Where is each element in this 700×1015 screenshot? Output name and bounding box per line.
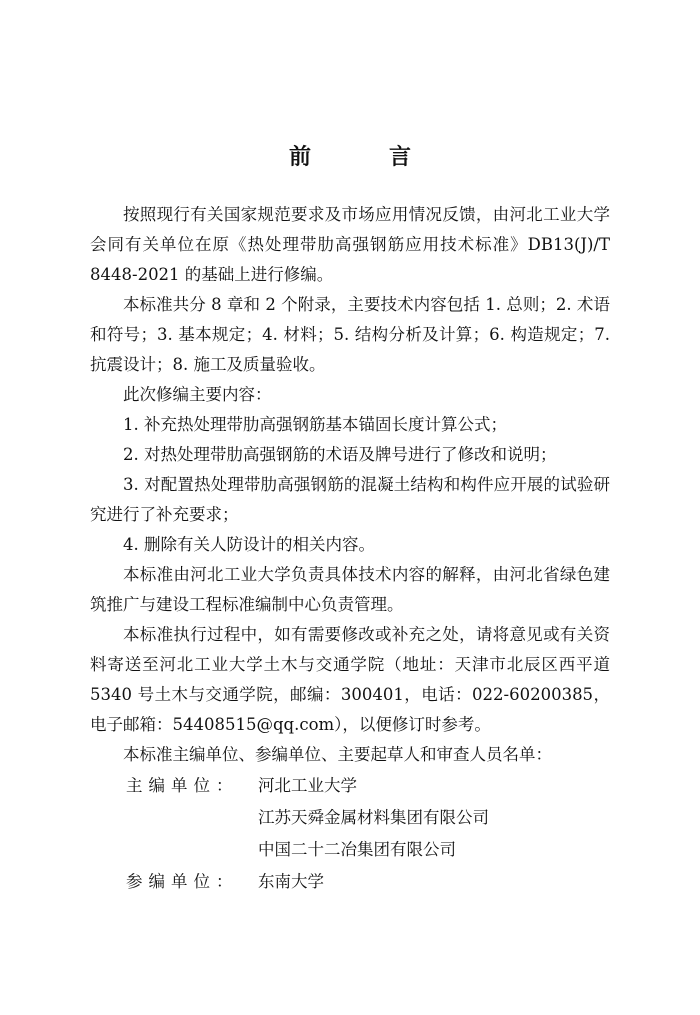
- participating-units-list: [258, 866, 324, 898]
- chief-units-row: [126, 770, 610, 866]
- chief-units-label: 主编单位：: [126, 776, 239, 795]
- preface-body: [90, 200, 610, 898]
- paragraph-feedback-contact: 本标准执行过程中，如有需要修改或补充之处，请将意见或有关资料寄送至河北工业大学土木与交通学院（地址：天津市北辰区西平道 5340 号土木与交通学院，邮编：300401，电话：022-60200385，电子邮箱：54408515@qq.com），以便修订时参考。: [90, 625, 610, 734]
- revision-item-2: 2. 对热处理带肋高强钢筋的术语及牌号进行了修改和说明；: [123, 445, 557, 464]
- participating-units-row: [126, 866, 610, 898]
- chief-unit-item: 江苏天舜金属材料集团有限公司: [258, 808, 489, 827]
- paragraph-contents: 本标准共分 8 章和 2 个附录，主要技术内容包括 1. 总则；2. 术语和符号；3. 基本规定；4. 材料；5. 结构分析及计算；6. 构造规定；7. 抗震设计；8. 施工及质量验收。: [90, 295, 610, 374]
- chief-units-list: [258, 770, 489, 866]
- participating-units-label: 参编单位：: [126, 872, 239, 891]
- paragraph-revision-basis: 按照现行有关国家规范要求及市场应用情况反馈，由河北工业大学会同有关单位在原《热处理带肋高强钢筋应用技术标准》DB13(J)/T 8448-2021 的基础上进行修编。: [90, 205, 610, 284]
- page-title: 前 言: [288, 144, 439, 170]
- revision-item-3: 3. 对配置热处理带肋高强钢筋的混凝土结构和构件应开展的试验研究进行了补充要求；: [90, 475, 610, 524]
- revision-item-4: 4. 删除有关人防设计的相关内容。: [123, 535, 375, 554]
- revision-item-1: 1. 补充热处理带肋高强钢筋基本锚固长度计算公式；: [123, 415, 507, 434]
- paragraph-unit-list-intro: 本标准主编单位、参编单位、主要起草人和审查人员名单：: [123, 745, 552, 764]
- chief-unit-item: 中国二十二冶集团有限公司: [258, 840, 456, 859]
- units-list: [90, 770, 610, 898]
- participating-unit-item: 东南大学: [258, 872, 324, 891]
- chief-unit-item: 河北工业大学: [258, 776, 357, 795]
- paragraph-revision-intro: 此次修编主要内容：: [123, 385, 272, 404]
- paragraph-responsibility: 本标准由河北工业大学负责具体技术内容的解释，由河北省绿色建筑推广与建设工程标准编制中心负责管理。: [90, 565, 610, 614]
